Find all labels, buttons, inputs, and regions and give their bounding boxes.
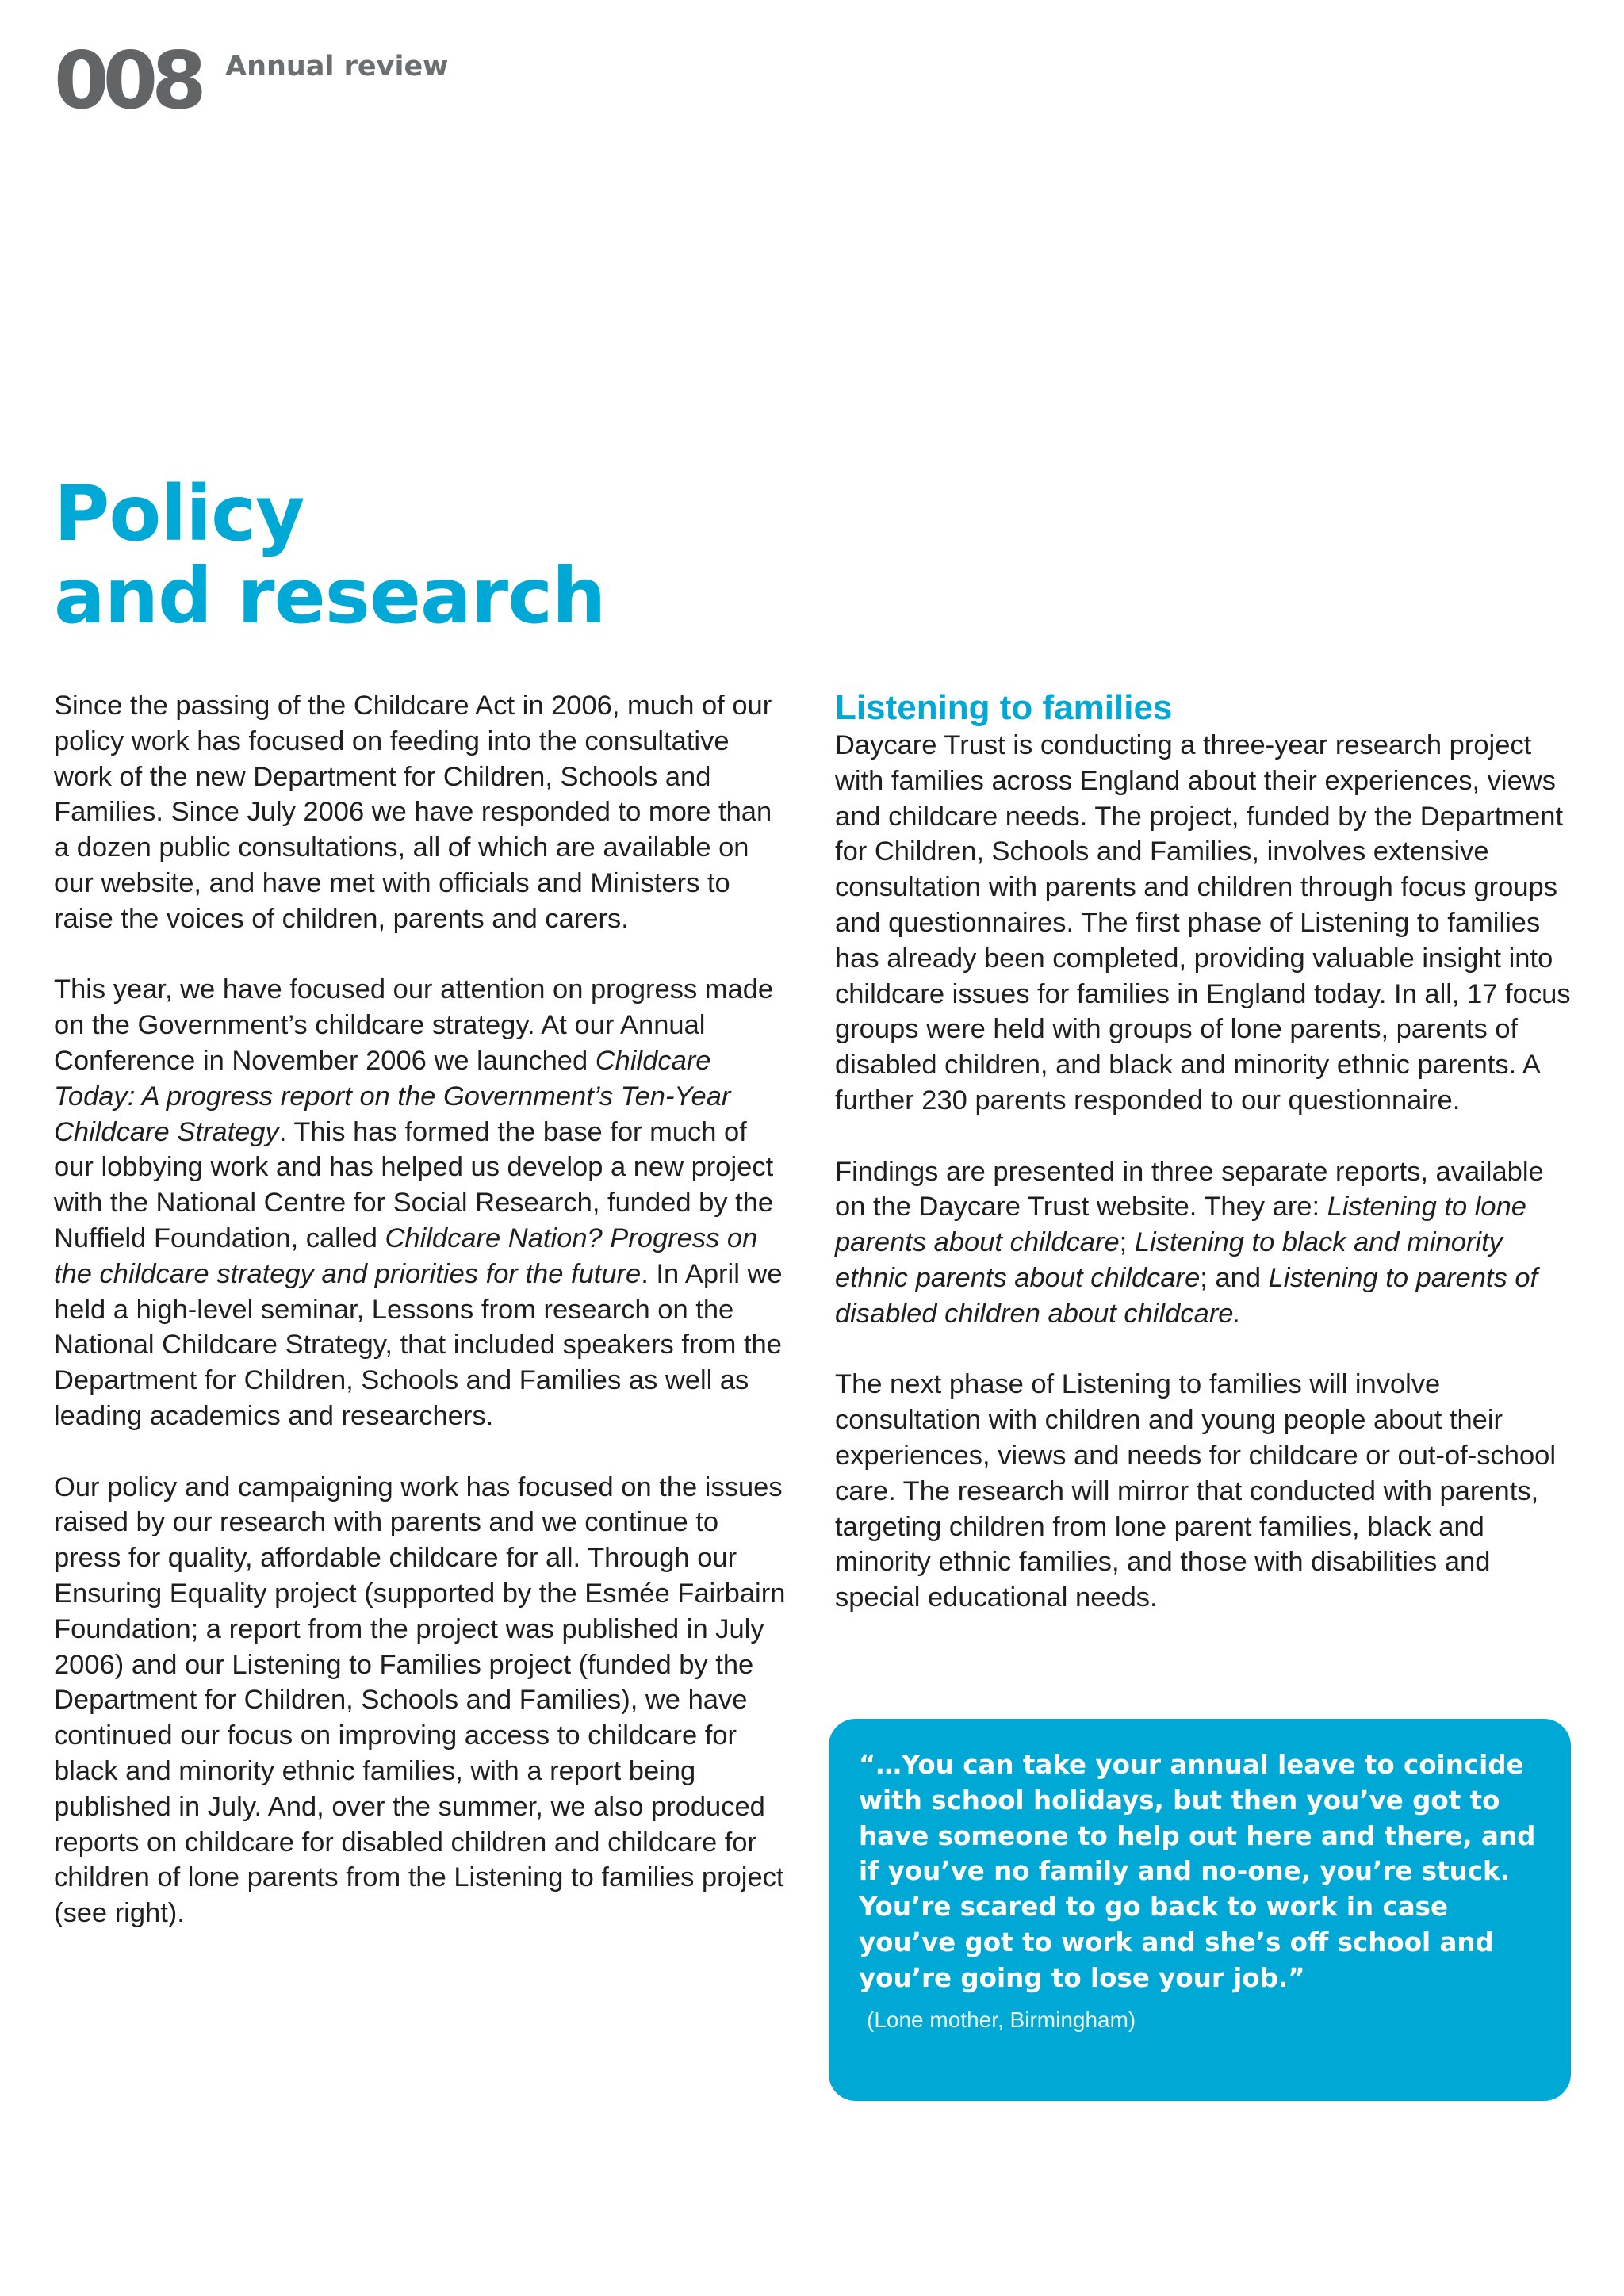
right-p2-text-a: Findings are presented in three separate reports, available on the Daycare Trust website. They are:	[835, 1156, 1544, 1223]
right-p2-separator-1: ;	[1119, 1227, 1135, 1258]
left-p2-text-c: . This has formed the base for much of our lobbying work and has helped us develop a new project with the National Centre for Social Research, funded by the Nuffield Foundation, called	[54, 1116, 774, 1253]
report-title-childcare-today: Childcare Today: A progress report on the Government’s Ten-Year Childcare Strategy	[54, 1045, 731, 1147]
right-column	[835, 688, 1580, 1616]
report-title-disabled-children: Listening to parents of disabled children about childcare.	[835, 1262, 1538, 1329]
page-number: 008	[54, 34, 201, 127]
quote-attribution: (Lone mother, Birmingham)	[867, 2007, 1136, 2032]
left-column	[54, 688, 791, 1967]
quote-box	[829, 1719, 1571, 2101]
left-paragraph-1: Since the passing of the Childcare Act in 2006, much of our policy work has focused on feeding into the consultative work of the new Department for Children, Schools and Families. Since July 2006 we have responded to more than a dozen public consultations, all of which are available on our website, and have met with officials and Ministers to raise the voices of children, parents and carers.	[54, 691, 772, 934]
quote-text: “…You can take your annual leave to coincide with school holidays, but then you’ve got to have someone to help out here and there, and if you’ve no family and no-one, you’re stuck. You’re scared to go back to work in case you’ve got to work and she’s off school and you’re going to lose your job.”	[859, 1750, 1536, 1993]
right-paragraph-3: The next phase of Listening to families will involve consultation with children and young people about their experiences, views and needs for childcare or out-of-school care. The research will mirror that conducted with parents, targeting children from lone parent families, black and minority ethnic families, and those with disabilities and special educational needs.	[835, 1369, 1556, 1613]
section-label: Annual review	[225, 51, 449, 82]
report-title-bme-parents: Listening to black and minority ethnic parents about childcare	[835, 1227, 1503, 1293]
left-paragraph-2	[54, 972, 791, 1433]
report-title-lone-parents: Listening to lone parents about childcare	[835, 1192, 1526, 1258]
right-p2-separator-2: ; and	[1200, 1262, 1269, 1293]
page-title-line-1: Policy	[54, 469, 304, 558]
left-p2-text-a: This year, we have focused our attention on progress made on the Government’s childcare strategy. At our Annual Conference in November 2006 we launched	[54, 974, 774, 1076]
right-paragraph-1: Daycare Trust is conducting a three-year research project with families across England about their experiences, views and childcare needs. The project, funded by the Department for Children, Schools and Families, involves extensive consultation with parents and children through focus groups and questionnaires. The first phase of Listening to families has already been completed, providing valuable insight into childcare issues for families in England today. In all, 17 focus groups were held with groups of lone parents, parents of disabled children, and black and minority ethnic parents. A further 230 parents responded to our questionnaire.	[835, 730, 1571, 1115]
listening-to-families-heading: Listening to families	[835, 688, 1173, 727]
left-p2-text-e: . In April we held a high-level seminar, Lessons from research on the National Childcare Strategy, that included speakers from the Department for Children, Schools and Families as well as leading academics and researchers.	[54, 1258, 783, 1431]
page-title	[54, 469, 606, 641]
page-title-line-2: and research	[54, 552, 606, 641]
right-paragraph-2	[835, 1154, 1580, 1332]
report-title-childcare-nation: Childcare Nation? Progress on the childcare strategy and priorities for the future	[54, 1223, 758, 1289]
left-paragraph-3: Our policy and campaigning work has focused on the issues raised by our research with parents and we continue to press for quality, affordable childcare for all. Through our Ensuring Equality project (supported by the Esmée Fairbairn Foundation; a report from the project was published in July 2006) and our Listening to Families project (funded by the Department for Children, Schools and Families), we have continued our focus on improving access to childcare for black and minority ethnic families, with a report being published in July. And, over the summer, we also produced reports on childcare for disabled children and childcare for children of lone parents from the Listening to families project (see right).	[54, 1471, 786, 1929]
